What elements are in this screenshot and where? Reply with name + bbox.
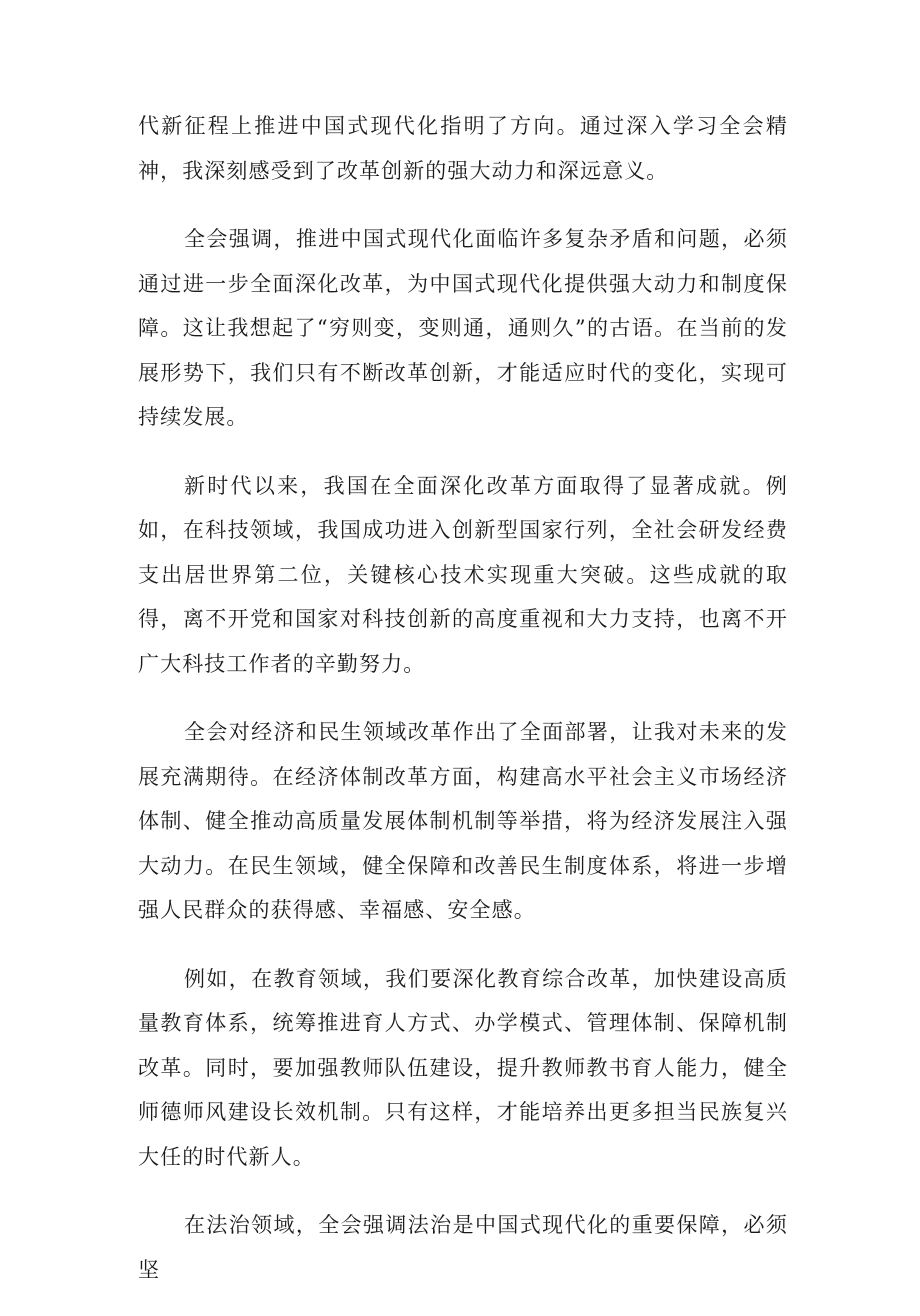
document-body xyxy=(138,104,788,1316)
paragraph-1: 代新征程上推进中国式现代化指明了方向。通过深入学习全会精神，我深刻感受到了改革创新的强大动力和深远意义。 xyxy=(138,114,788,183)
paragraph-3: 新时代以来，我国在全面深化改革方面取得了显著成就。例如，在科技领域，我国成功进入创新型国家行列，全社会研发经费支出居世界第二位，关键核心技术实现重大突破。这些成就的取得，离不开党和国家对科技创新的高度重视和大力支持，也离不开广大科技工作者的辛勤努力。 xyxy=(138,473,788,676)
paragraph-4: 全会对经济和民生领域改革作出了全面部署，让我对未来的发展充满期待。在经济体制改革方面，构建高水平社会主义市场经济体制、健全推动高质量发展体制机制等举措，将为经济发展注入强大动力。在民生领域，健全保障和改善民生制度体系，将进一步增强人民群众的获得感、幸福感、安全感。 xyxy=(138,720,788,922)
paragraph-2: 全会强调，推进中国式现代化面临许多复杂矛盾和问题，必须通过进一步全面深化改革，为中国式现代化提供强大动力和制度保障。这让我想起了“穷则变，变则通，通则久”的古语。在当前的发展形势下，我们只有不断改革创新，才能适应时代的变化，实现可持续发展。 xyxy=(138,227,788,429)
paragraph-6: 在法治领域，全会强调法治是中国式现代化的重要保障，必须坚 xyxy=(138,1213,788,1282)
paragraph-5: 例如，在教育领域，我们要深化教育综合改革，加快建设高质量教育体系，统筹推进育人方式、办学模式、管理体制、保障机制改革。同时，要加强教师队伍建设，提升教师教书育人能力，健全师德师风建设长效机制。只有这样，才能培养出更多担当民族复兴大任的时代新人。 xyxy=(138,966,788,1169)
